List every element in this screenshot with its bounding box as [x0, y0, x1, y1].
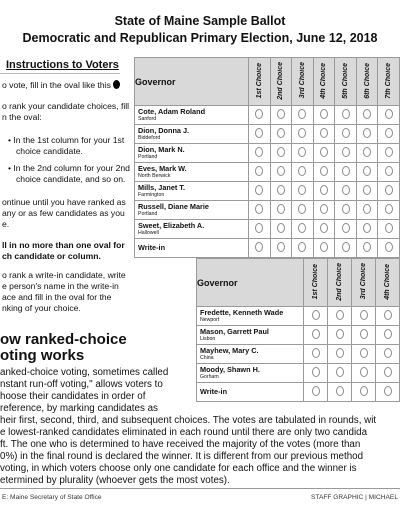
ranking-oval-cell[interactable]: [249, 163, 271, 182]
article-line: etermined by plurality (whoever gets the most votes).: [0, 475, 230, 486]
ranking-oval-cell[interactable]: [378, 163, 400, 182]
instruction-line: o vote, fill in the oval like this: [2, 80, 120, 91]
ranking-oval[interactable]: [342, 109, 350, 119]
ranking-oval[interactable]: [298, 128, 306, 138]
ranking-oval[interactable]: [342, 242, 350, 252]
ranking-oval-cell[interactable]: [352, 345, 376, 364]
article-heading-line1: ow ranked-choice: [0, 331, 127, 348]
ranking-oval-cell[interactable]: [378, 144, 400, 163]
ranking-oval[interactable]: [336, 386, 344, 396]
candidate-name: Eves, Mark W.: [138, 164, 187, 173]
candidate-cell: [135, 144, 249, 163]
ranking-oval[interactable]: [385, 223, 393, 233]
ranking-oval-cell[interactable]: [356, 144, 378, 163]
ranking-oval-cell[interactable]: [356, 182, 378, 201]
ranking-oval-cell[interactable]: [270, 106, 292, 125]
ranking-oval[interactable]: [277, 223, 285, 233]
ranking-oval-cell[interactable]: [249, 125, 271, 144]
ranking-oval[interactable]: [320, 147, 328, 157]
ballot-subtitle: Democratic and Republican Primary Election, June 12, 2018: [22, 31, 378, 45]
choice-column-header: [328, 259, 352, 307]
ranking-oval-cell[interactable]: [249, 106, 271, 125]
ranking-oval-cell[interactable]: [292, 163, 314, 182]
article-line: voting, in which voters choose only one candidate for each office and the winner is: [0, 463, 357, 474]
candidate-town: Portland: [138, 154, 158, 160]
candidate-town: Farmington: [138, 192, 165, 198]
ranking-oval[interactable]: [298, 242, 306, 252]
ranking-oval[interactable]: [255, 147, 263, 157]
candidate-cell: [135, 163, 249, 182]
ranking-oval[interactable]: [363, 223, 371, 233]
candidate-name: Dion, Mark N.: [138, 145, 185, 154]
ranking-oval[interactable]: [336, 367, 344, 377]
filled-oval-icon: [113, 80, 120, 89]
candidate-town: Hallowell: [138, 230, 159, 236]
candidate-cell: [135, 239, 249, 258]
ranking-oval-cell[interactable]: [378, 220, 400, 239]
ranking-oval-cell[interactable]: [304, 364, 328, 383]
article-line: heir first, second, third, and subsequent choices. The votes are tabulated in rounds, wit: [0, 415, 377, 426]
ranking-oval[interactable]: [384, 386, 392, 396]
ranking-oval-cell[interactable]: [356, 106, 378, 125]
ranking-oval[interactable]: [277, 109, 285, 119]
candidate-town: Sanford: [138, 116, 157, 122]
ranking-oval[interactable]: [336, 348, 344, 358]
choice-column-header: [270, 58, 292, 106]
candidate-cell: [135, 125, 249, 144]
ranking-oval-cell[interactable]: [328, 326, 352, 345]
candidate-cell: [135, 220, 249, 239]
ranking-oval-cell[interactable]: [335, 182, 357, 201]
choice-column-label: 7th Choice: [385, 62, 393, 99]
governor-header: Governor: [135, 58, 249, 106]
ranking-oval-cell[interactable]: [292, 220, 314, 239]
ranking-oval-cell[interactable]: [328, 345, 352, 364]
candidate-cell: [197, 307, 304, 326]
ranking-oval[interactable]: [320, 109, 328, 119]
candidate-name: Mayhew, Mary C.: [200, 346, 259, 355]
instruction-line: ontinue until you have ranked as: [2, 197, 126, 207]
ranking-oval[interactable]: [277, 204, 285, 214]
ballot-table-2: [196, 258, 400, 402]
candidate-row: [197, 345, 400, 364]
choice-column-label: 3rd Choice: [360, 263, 367, 300]
ranking-oval[interactable]: [360, 386, 368, 396]
ranking-oval[interactable]: [298, 185, 306, 195]
ranking-oval-cell[interactable]: [328, 364, 352, 383]
ranking-oval[interactable]: [342, 204, 350, 214]
ranking-oval[interactable]: [298, 166, 306, 176]
ranking-oval[interactable]: [385, 109, 393, 119]
ranking-oval-cell[interactable]: [376, 364, 400, 383]
ranking-oval[interactable]: [342, 166, 350, 176]
instruction-line: ch candidate or column.: [2, 251, 101, 261]
choice-column-label: 1st Choice: [255, 62, 263, 99]
ranking-oval-cell[interactable]: [313, 201, 335, 220]
ranking-oval-cell[interactable]: [313, 144, 335, 163]
candidate-row: [135, 125, 400, 144]
article-line: nstant run-off voting," allows voters to: [0, 379, 163, 390]
ranking-oval-cell[interactable]: [378, 201, 400, 220]
instructions-rule: [0, 73, 120, 74]
ranking-oval-cell[interactable]: [356, 239, 378, 258]
ranking-oval[interactable]: [363, 185, 371, 195]
ranking-oval-cell[interactable]: [376, 307, 400, 326]
ranking-oval[interactable]: [336, 310, 344, 320]
candidate-row: [135, 201, 400, 220]
ranking-oval-cell[interactable]: [335, 220, 357, 239]
ranking-oval[interactable]: [385, 185, 393, 195]
ranking-oval[interactable]: [277, 242, 285, 252]
ranking-oval-cell[interactable]: [352, 326, 376, 345]
choice-column-label: 5th Choice: [342, 62, 350, 99]
candidate-cell: [197, 383, 304, 402]
governor-header: Governor: [197, 259, 304, 307]
ranking-oval-cell[interactable]: [249, 201, 271, 220]
ranking-oval[interactable]: [255, 242, 263, 252]
ranking-oval-cell[interactable]: [352, 383, 376, 402]
instruction-line: e person's name in the write-in: [2, 281, 119, 291]
ranking-oval[interactable]: [312, 367, 320, 377]
ranking-oval-cell[interactable]: [352, 307, 376, 326]
choice-column-header: [292, 58, 314, 106]
ranking-oval-cell[interactable]: [270, 220, 292, 239]
ranking-oval-cell[interactable]: [335, 125, 357, 144]
article-line: e lowest-ranked candidates eliminated in each round until there are only two candida: [0, 427, 368, 438]
candidate-name: Dion, Donna J.: [138, 126, 190, 135]
ranking-oval-cell[interactable]: [313, 239, 335, 258]
instruction-line: nking of your choice.: [2, 303, 81, 313]
ranking-oval[interactable]: [384, 348, 392, 358]
choice-column-header: [376, 259, 400, 307]
candidate-name: Mills, Janet T.: [138, 183, 186, 192]
ranking-oval[interactable]: [320, 242, 328, 252]
instruction-line: o rank your candidate choices, fill: [2, 101, 130, 111]
ranking-oval-cell[interactable]: [313, 182, 335, 201]
ranking-oval-cell[interactable]: [335, 163, 357, 182]
footer-rule: [0, 488, 400, 489]
candidate-cell: [197, 345, 304, 364]
ranking-oval[interactable]: [360, 329, 368, 339]
choice-column-label: 4th Choice: [320, 62, 328, 99]
ranking-oval-cell[interactable]: [335, 106, 357, 125]
candidate-row: [197, 383, 400, 402]
candidate-cell: [197, 326, 304, 345]
instruction-line: e.: [2, 219, 10, 229]
ranking-oval[interactable]: [360, 348, 368, 358]
ranking-oval[interactable]: [312, 329, 320, 339]
choice-column-label: 2nd Choice: [336, 262, 343, 301]
instruction-line: any or as few candidates as you: [2, 208, 125, 218]
ranking-oval[interactable]: [320, 223, 328, 233]
ranking-oval-cell[interactable]: [356, 125, 378, 144]
ranking-oval[interactable]: [298, 109, 306, 119]
ranking-oval-cell[interactable]: [376, 383, 400, 402]
candidate-name: Russell, Diane Marie: [138, 202, 209, 211]
ranking-oval[interactable]: [363, 204, 371, 214]
ranking-oval[interactable]: [255, 185, 263, 195]
ranking-oval-cell[interactable]: [356, 163, 378, 182]
choice-column-label: 6th Choice: [363, 62, 371, 99]
ranking-oval[interactable]: [298, 147, 306, 157]
ranking-oval-cell[interactable]: [270, 125, 292, 144]
choice-column-label: 1st Choice: [312, 263, 319, 300]
ranking-oval[interactable]: [277, 147, 285, 157]
ranking-oval[interactable]: [360, 367, 368, 377]
candidate-cell: [135, 201, 249, 220]
ranking-oval-cell[interactable]: [335, 201, 357, 220]
instruction-line: • In the 2nd column for your 2nd: [8, 163, 130, 173]
ranking-oval[interactable]: [342, 185, 350, 195]
article-line: reference, by marking candidates as: [0, 403, 158, 414]
ranking-oval[interactable]: [385, 128, 393, 138]
candidate-row: [135, 106, 400, 125]
ranking-oval[interactable]: [385, 147, 393, 157]
ranking-oval[interactable]: [277, 128, 285, 138]
candidate-row: [135, 220, 400, 239]
candidate-name: Write-in: [200, 387, 228, 396]
ranking-oval-cell[interactable]: [270, 201, 292, 220]
ballot-table-1: [134, 57, 400, 258]
ranking-oval-cell[interactable]: [352, 364, 376, 383]
choice-column-header: [378, 58, 400, 106]
ranking-oval-cell[interactable]: [378, 239, 400, 258]
ranking-oval-cell[interactable]: [292, 201, 314, 220]
ranking-oval-cell[interactable]: [270, 182, 292, 201]
candidate-name: Write-in: [138, 243, 166, 252]
ranking-oval-cell[interactable]: [304, 345, 328, 364]
ranking-oval[interactable]: [320, 204, 328, 214]
ranking-oval-cell[interactable]: [335, 239, 357, 258]
choice-column-label: 2nd Choice: [277, 61, 285, 100]
ranking-oval[interactable]: [384, 310, 392, 320]
ranking-oval-cell[interactable]: [328, 307, 352, 326]
instruction-line: ll in no more than one oval for: [2, 240, 125, 250]
candidate-town: Biddeford: [138, 135, 161, 141]
ranking-oval-cell[interactable]: [335, 144, 357, 163]
candidate-name: Moody, Shawn H.: [200, 365, 260, 374]
candidate-name: Sweet, Elizabeth A.: [138, 221, 205, 230]
candidate-cell: [135, 182, 249, 201]
ranking-oval[interactable]: [298, 204, 306, 214]
ranking-oval-cell[interactable]: [304, 383, 328, 402]
ranking-oval-cell[interactable]: [378, 125, 400, 144]
choice-column-header: [335, 58, 357, 106]
instruction-line: • In the 1st column for your 1st: [8, 135, 125, 145]
ranking-oval[interactable]: [255, 166, 263, 176]
ranking-oval[interactable]: [255, 128, 263, 138]
ranking-oval[interactable]: [320, 185, 328, 195]
instruction-line: choice candidate.: [16, 146, 83, 156]
ranking-oval-cell[interactable]: [292, 182, 314, 201]
ranking-oval[interactable]: [312, 386, 320, 396]
ranking-oval-cell[interactable]: [378, 182, 400, 201]
ranking-oval[interactable]: [320, 166, 328, 176]
ranking-oval[interactable]: [363, 147, 371, 157]
candidate-row: [135, 182, 400, 201]
candidate-row: [197, 364, 400, 383]
choice-column-label: 3rd Choice: [298, 62, 306, 99]
candidate-row: [197, 326, 400, 345]
ranking-oval[interactable]: [385, 166, 393, 176]
candidate-name: Cote, Adam Roland: [138, 107, 206, 116]
ranking-oval[interactable]: [360, 310, 368, 320]
ranking-oval[interactable]: [312, 348, 320, 358]
instruction-line: n the oval:: [2, 112, 42, 122]
ranking-oval-cell[interactable]: [376, 345, 400, 364]
ranking-oval-cell[interactable]: [304, 326, 328, 345]
instruction-line: ace and fill in the oval for the: [2, 292, 112, 302]
choice-column-label: 4th Choice: [384, 263, 391, 300]
candidate-cell: [135, 106, 249, 125]
ranking-oval-cell[interactable]: [356, 220, 378, 239]
ranking-oval-cell[interactable]: [292, 106, 314, 125]
choice-column-header: [249, 58, 271, 106]
ranking-oval-cell[interactable]: [313, 106, 335, 125]
choice-column-header: [313, 58, 335, 106]
ranking-oval[interactable]: [363, 128, 371, 138]
article-line: 0%) in the final round is declared the winner. It is different from our previous method: [0, 451, 364, 462]
ranking-oval-cell[interactable]: [249, 144, 271, 163]
ranking-oval-cell[interactable]: [313, 163, 335, 182]
ranking-oval[interactable]: [342, 223, 350, 233]
article-line: ft. The one who is determined to have received the majority of the votes (more than: [0, 439, 361, 450]
ranking-oval-cell[interactable]: [270, 163, 292, 182]
candidate-row: [197, 307, 400, 326]
ranking-oval[interactable]: [385, 204, 393, 214]
candidate-town: Gorham: [200, 374, 219, 380]
instruction-line: o rank a write-in candidate, write: [2, 270, 126, 280]
ranking-oval-cell[interactable]: [313, 220, 335, 239]
ranking-oval[interactable]: [363, 166, 371, 176]
article-line: anked-choice voting, sometimes called: [0, 367, 169, 378]
ranking-oval[interactable]: [384, 329, 392, 339]
ranking-oval-cell[interactable]: [292, 239, 314, 258]
ranking-oval[interactable]: [255, 109, 263, 119]
ranking-oval[interactable]: [312, 310, 320, 320]
ranking-oval-cell[interactable]: [313, 125, 335, 144]
ranking-oval[interactable]: [342, 128, 350, 138]
ranking-oval[interactable]: [255, 204, 263, 214]
ranking-oval[interactable]: [277, 166, 285, 176]
ranking-oval-cell[interactable]: [249, 239, 271, 258]
instructions-heading: Instructions to Voters: [6, 59, 119, 71]
ranking-oval[interactable]: [342, 147, 350, 157]
ranking-oval[interactable]: [320, 128, 328, 138]
footer-credit: STAFF GRAPHIC | MICHAEL: [311, 494, 398, 501]
candidate-town: Lisbon: [200, 336, 216, 342]
candidate-town: Portland: [138, 211, 158, 217]
ranking-oval[interactable]: [385, 242, 393, 252]
choice-column-header: [352, 259, 376, 307]
ranking-oval-cell[interactable]: [328, 383, 352, 402]
ranking-oval-cell[interactable]: [292, 125, 314, 144]
candidate-town: Newport: [200, 317, 220, 323]
ranking-oval[interactable]: [363, 242, 371, 252]
ranking-oval[interactable]: [363, 109, 371, 119]
ranking-oval-cell[interactable]: [356, 201, 378, 220]
instruction-line: choice candidate, and so on.: [16, 174, 126, 184]
choice-column-header: [356, 58, 378, 106]
candidate-town: North Berwick: [138, 173, 171, 179]
candidate-name: Mason, Garrett Paul: [200, 327, 269, 336]
candidate-town: China: [200, 355, 214, 361]
article-heading-line2: oting works: [0, 347, 85, 364]
candidate-row: [135, 144, 400, 163]
ranking-oval-cell[interactable]: [292, 144, 314, 163]
candidate-cell: [197, 364, 304, 383]
ranking-oval[interactable]: [255, 223, 263, 233]
ranking-oval[interactable]: [336, 329, 344, 339]
choice-column-header: [304, 259, 328, 307]
ballot-title: State of Maine Sample Ballot: [114, 14, 286, 28]
footer-source: E: Maine Secretary of State Office: [2, 494, 102, 501]
ranking-oval[interactable]: [277, 185, 285, 195]
ranking-oval-cell[interactable]: [376, 326, 400, 345]
ranking-oval-cell[interactable]: [304, 307, 328, 326]
ranking-oval[interactable]: [298, 223, 306, 233]
ranking-oval-cell[interactable]: [249, 182, 271, 201]
candidate-row: [135, 163, 400, 182]
ranking-oval[interactable]: [384, 367, 392, 377]
candidate-row: [135, 239, 400, 258]
candidate-name: Fredette, Kenneth Wade: [200, 308, 284, 317]
ranking-oval-cell[interactable]: [270, 144, 292, 163]
ranking-oval-cell[interactable]: [270, 239, 292, 258]
ranking-oval-cell[interactable]: [378, 106, 400, 125]
article-line: hoose their candidates in order of: [0, 391, 146, 402]
ranking-oval-cell[interactable]: [249, 220, 271, 239]
